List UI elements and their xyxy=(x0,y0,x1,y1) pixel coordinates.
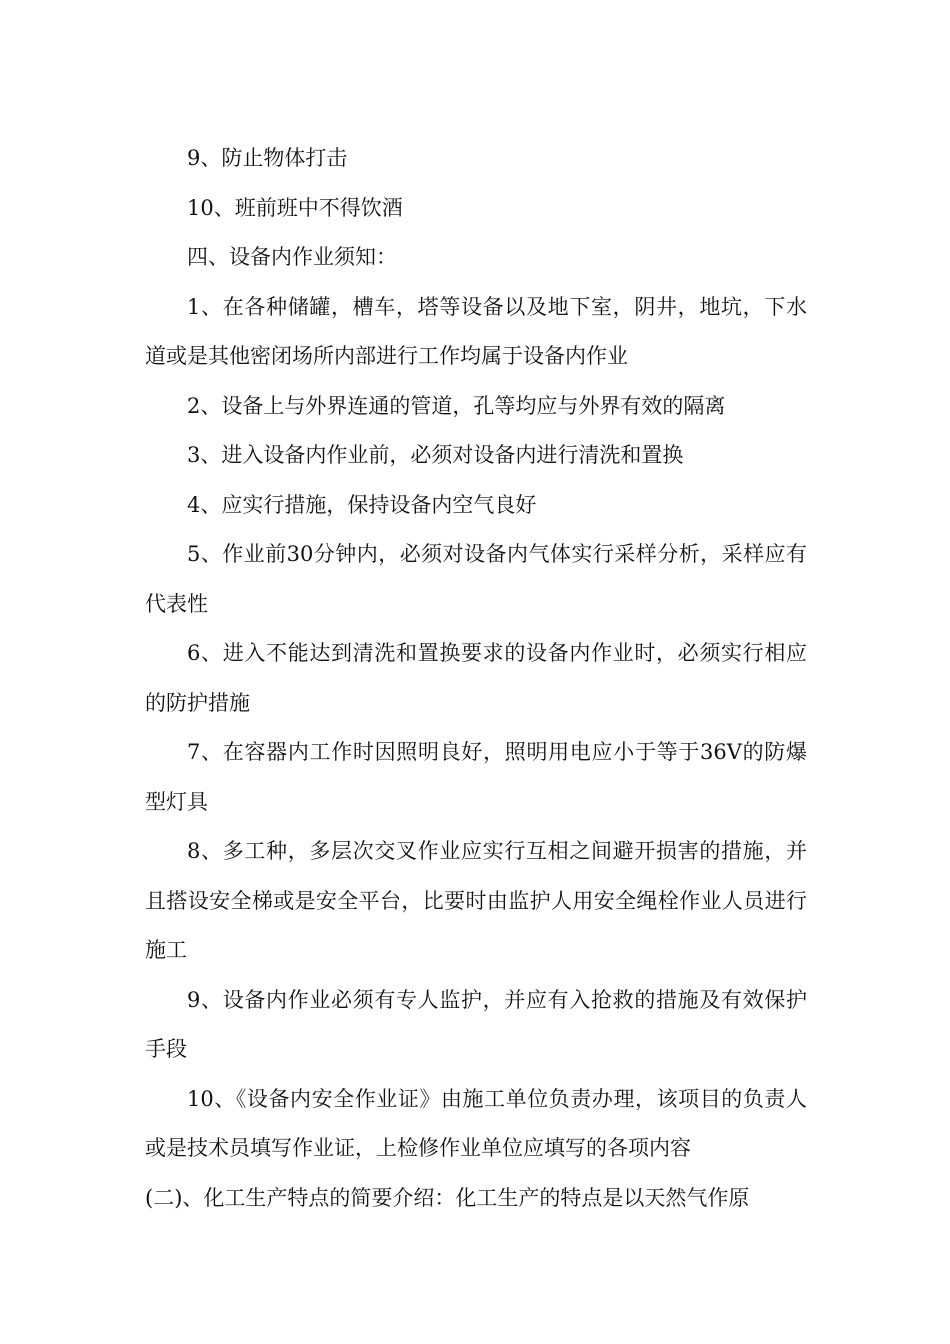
paragraph-item-1: 1、在各种储罐，槽车，塔等设备以及地下室，阴井，地坑，下水道或是其他密闭场所内部进行工作均属于设备内作业 xyxy=(145,294,807,368)
section-heading-chemical-intro: (二)、化工生产特点的简要介绍：化工生产的特点是以天然气作原 xyxy=(145,1185,750,1210)
paragraph-item-8: 8、多工种，多层次交叉作业应实行互相之间避开损害的措施，并且搭设安全梯或是安全平台，比要时由监护人用安全绳栓作业人员进行施工 xyxy=(145,839,807,962)
paragraph-item-5: 5、作业前30分钟内，必须对设备内气体实行采样分析，采样应有代表性 xyxy=(145,542,807,616)
paragraph-item-4: 4、应实行措施，保持设备内空气良好 xyxy=(187,492,537,517)
paragraph-item-9-supervision: 9、设备内作业必须有专人监护，并应有入抢救的措施及有效保护手段 xyxy=(145,987,807,1061)
paragraph-item-10-no-drinking: 10、班前班中不得饮酒 xyxy=(187,195,403,220)
paragraph-item-6: 6、进入不能达到清洗和置换要求的设备内作业时，必须实行相应的防护措施 xyxy=(145,641,807,715)
paragraph-item-3: 3、进入设备内作业前，必须对设备内进行清洗和置换 xyxy=(187,443,684,467)
section-heading-equipment-work: 四、设备内作业须知： xyxy=(187,245,397,269)
document-body xyxy=(145,134,807,1223)
paragraph-item-9-object-strike: 9、防止物体打击 xyxy=(187,146,348,170)
paragraph-item-2: 2、设备上与外界连通的管道，孔等均应与外界有效的隔离 xyxy=(187,393,726,418)
paragraph-item-10-permit: 10、《设备内安全作业证》由施工单位负责办理，该项目的负责人或是技术员填写作业证，上检修作业单位应填写的各项内容 xyxy=(145,1086,807,1160)
paragraph-item-7: 7、在容器内工作时因照明良好，照明用电应小于等于36V的防爆型灯具 xyxy=(145,740,807,814)
